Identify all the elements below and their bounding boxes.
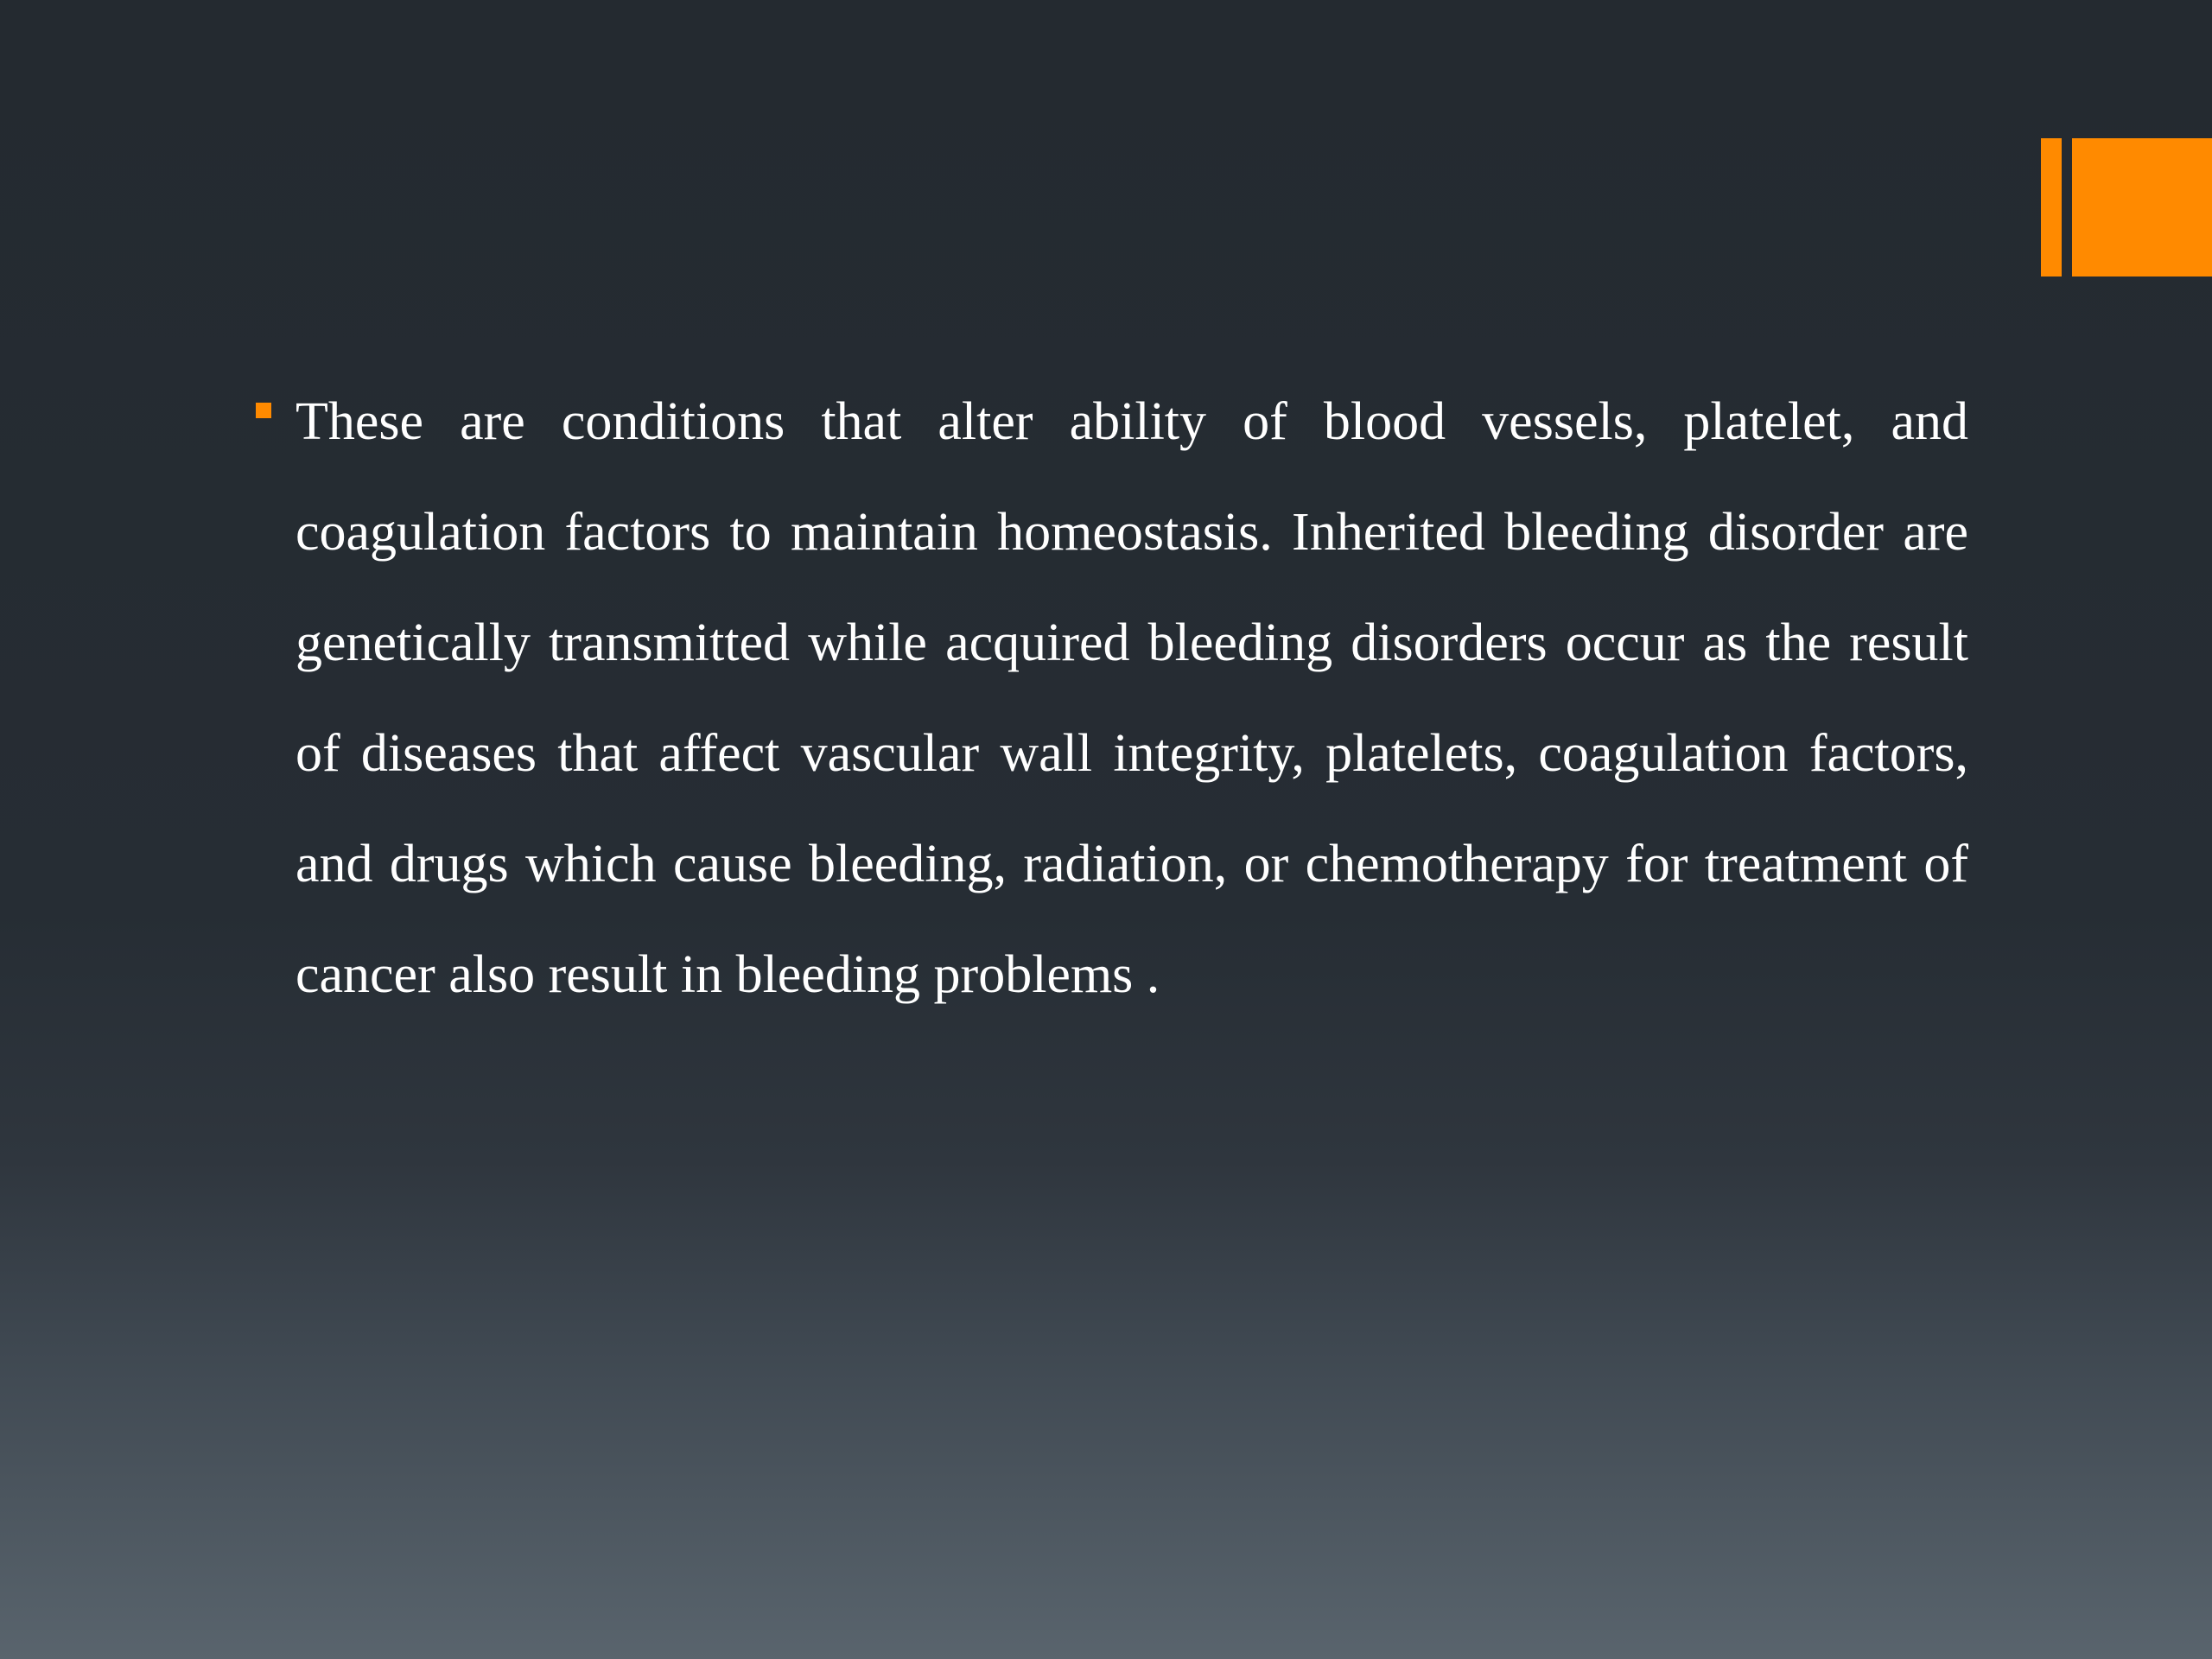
bullet-text: These are conditions that alter ability of blood vessels, platelet, and coagulation factors to maintain homeostasis. Inherited bleeding disorder are genetically transmitted while acquired bleeding disorders occur as the result of diseases that affect vascular wall integrity, platelets, coagulation factors, and drugs which cause bleeding, radiation, or chemotherapy for treatment of cancer also result in bleeding problems . — [296, 392, 1968, 1004]
bullet-item — [256, 366, 1968, 1030]
accent-bar-thin — [2041, 138, 2062, 276]
square-bullet-icon — [256, 403, 271, 418]
slide-content — [256, 366, 1968, 1030]
accent-bar-block — [2072, 138, 2212, 276]
